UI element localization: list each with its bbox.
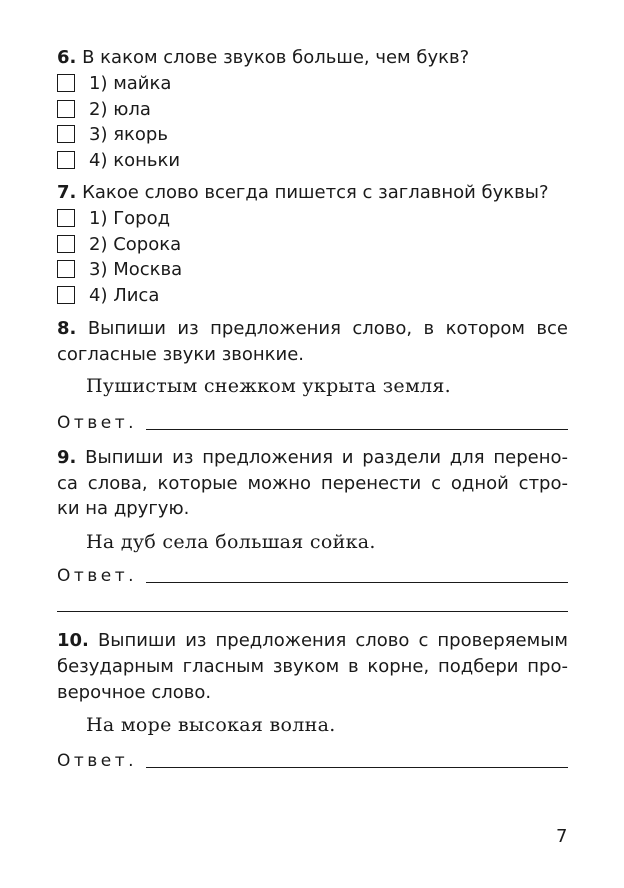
- question-9-sentence: На дуб села большая сойка.: [86, 531, 376, 553]
- question-10-prompt-line-2: безударным гласным звуком в корне, подбери про-: [57, 656, 568, 677]
- question-10-text-1: Выпиши из предложения слово с проверяемым: [97, 630, 568, 651]
- question-6-text: В каком слове звуков больше, чем букв?: [82, 47, 470, 68]
- checkbox[interactable]: [57, 235, 75, 253]
- question-6-option-4[interactable]: [57, 150, 180, 172]
- question-8-sentence: Пушистым снежком укрыта земля.: [86, 375, 452, 397]
- checkbox[interactable]: [57, 260, 75, 278]
- option-label: 2) Сорока: [89, 234, 182, 255]
- checkbox[interactable]: [57, 125, 75, 143]
- checkbox[interactable]: [57, 286, 75, 304]
- question-10-number: 10.: [57, 630, 89, 651]
- question-10-sentence: На море высокая волна.: [86, 714, 336, 736]
- option-label: 4) Лиса: [89, 285, 160, 306]
- question-9-prompt-line-3: ки на другую.: [57, 498, 190, 519]
- question-7-option-3[interactable]: [57, 259, 182, 281]
- question-9-answer-line[interactable]: [146, 582, 568, 583]
- question-7-number: 7.: [57, 182, 77, 203]
- question-6-prompt: [57, 47, 469, 69]
- question-8-answer-line[interactable]: [146, 429, 568, 430]
- question-9-prompt-line-2: са слова, которые можно перенести с одной стро-: [57, 473, 568, 494]
- page-number: 7: [556, 826, 568, 847]
- option-label: 4) коньки: [89, 150, 181, 171]
- question-8-answer-label: Ответ.: [57, 413, 138, 433]
- option-label: 1) майка: [89, 73, 172, 94]
- question-9-answer-label: Ответ.: [57, 566, 138, 586]
- checkbox[interactable]: [57, 209, 75, 227]
- question-6-option-3[interactable]: [57, 124, 168, 146]
- question-6-number: 6.: [57, 47, 77, 68]
- question-8-prompt-line-2: согласные звуки звонкие.: [57, 344, 305, 365]
- checkbox[interactable]: [57, 74, 75, 92]
- question-9-answer-line-2[interactable]: [57, 611, 568, 612]
- question-10-prompt-line-3: верочное слово.: [57, 682, 212, 703]
- worksheet-page: [57, 0, 568, 888]
- question-7-option-1[interactable]: [57, 208, 170, 230]
- question-8-prompt-line-1: [57, 318, 568, 340]
- question-8-number: 8.: [57, 318, 77, 339]
- option-label: 1) Город: [89, 208, 171, 229]
- question-10-prompt-line-1: [57, 630, 568, 652]
- question-9-text-1: Выпиши из предложения и раздели для перено-: [85, 447, 568, 468]
- question-10-answer-line[interactable]: [146, 767, 568, 768]
- question-10-answer-label: Ответ.: [57, 751, 138, 771]
- question-6-option-2[interactable]: [57, 99, 151, 121]
- question-7-prompt: [57, 182, 549, 204]
- checkbox[interactable]: [57, 151, 75, 169]
- question-6-option-1[interactable]: [57, 73, 171, 95]
- question-9-prompt-line-1: [57, 447, 568, 469]
- question-7-text: Какое слово всегда пишется с заглавной буквы?: [82, 182, 549, 203]
- option-label: 3) якорь: [89, 124, 168, 145]
- question-7-option-4[interactable]: [57, 285, 159, 307]
- question-9-number: 9.: [57, 447, 77, 468]
- question-7-option-2[interactable]: [57, 234, 181, 256]
- option-label: 2) юла: [89, 99, 151, 120]
- option-label: 3) Москва: [89, 259, 183, 280]
- question-8-text-1: Выпиши из предложения слово, в котором все: [87, 318, 568, 339]
- checkbox[interactable]: [57, 100, 75, 118]
